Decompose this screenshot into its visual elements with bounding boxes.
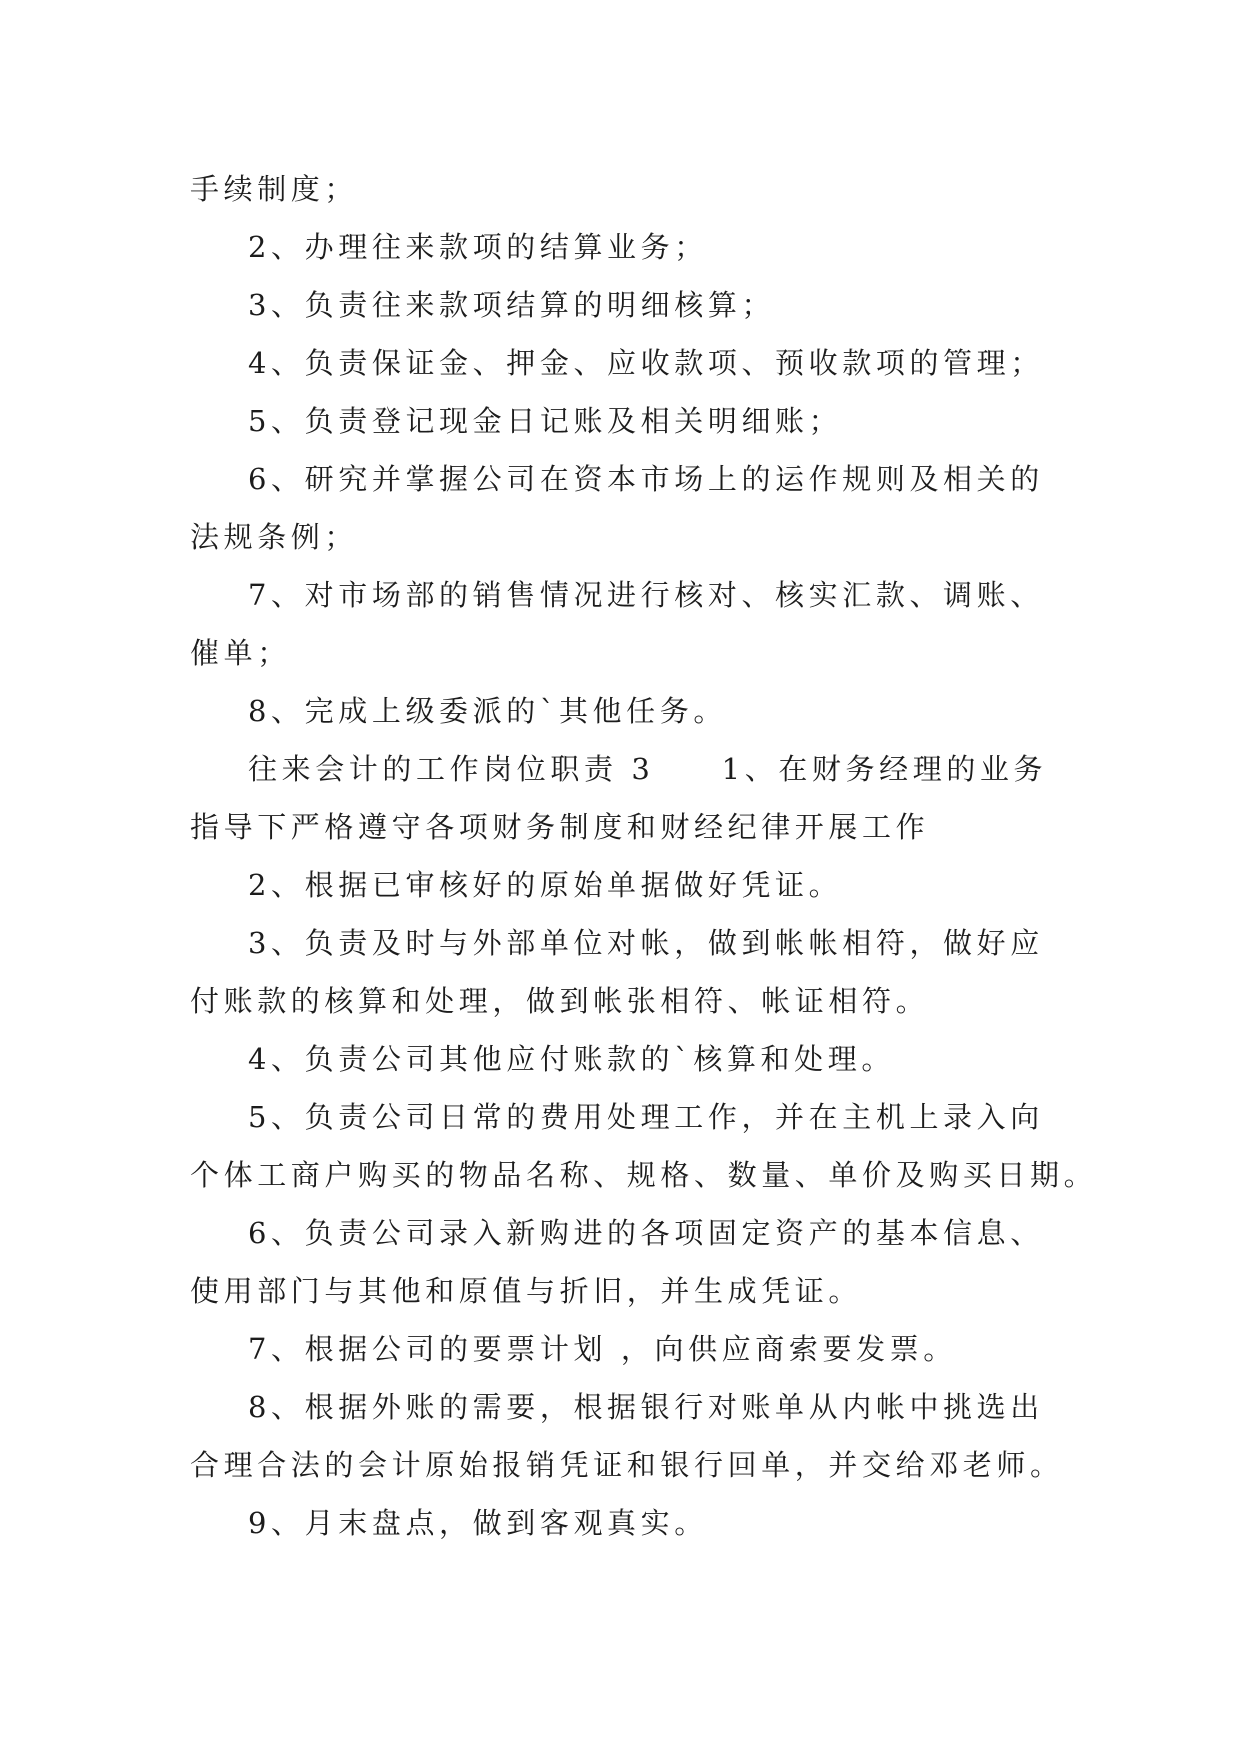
document-body xyxy=(190,160,1098,1552)
paragraph-continuation-line: 付账款的核算和处理，做到帐张相符、帐证相符。 xyxy=(190,984,930,1018)
paragraph-continuation-line: 使用部门与其他和原值与折旧，并生成凭证。 xyxy=(190,1274,863,1308)
paragraph-continuation-line: 法规条例； xyxy=(190,520,359,554)
paragraph-line: 7、根据公司的要票计划 ，向供应商索要发票。 xyxy=(248,1332,957,1366)
paragraph-continuation-line: 指导下严格遵守各项财务制度和财经纪律开展工作 xyxy=(190,810,930,844)
paragraph-line: 4、负责保证金、押金、应收款项、预收款项的管理； xyxy=(248,346,1044,380)
paragraph-line: 3、负责及时与外部单位对帐，做到帐帐相符，做好应 xyxy=(248,926,1044,960)
paragraph-line: 往来会计的工作岗位职责 3 1、在财务经理的业务 xyxy=(248,752,1048,786)
paragraph-line: 6、研究并掌握公司在资本市场上的运作规则及相关的 xyxy=(248,462,1044,496)
paragraph-line: 2、办理往来款项的结算业务； xyxy=(248,230,708,264)
paragraph-line: 9、月末盘点，做到客观真实。 xyxy=(248,1506,708,1540)
paragraph-continuation-line: 个体工商户购买的物品名称、规格、数量、单价及购买日期。 xyxy=(190,1158,1098,1192)
paragraph-line: 4、负责公司其他应付账款的`核算和处理。 xyxy=(248,1042,895,1076)
paragraph-line: 8、根据外账的需要，根据银行对账单从内帐中挑选出 xyxy=(248,1390,1044,1424)
paragraph-continuation-line: 合理合法的会计原始报销凭证和银行回单，并交给邓老师。 xyxy=(190,1448,1064,1482)
paragraph-line: 8、完成上级委派的`其他任务。 xyxy=(248,694,727,728)
paragraph-line: 2、根据已审核好的原始单据做好凭证。 xyxy=(248,868,843,902)
paragraph-line: 6、负责公司录入新购进的各项固定资产的基本信息、 xyxy=(248,1216,1044,1250)
paragraph-line: 5、负责登记现金日记账及相关明细账； xyxy=(248,404,843,438)
paragraph-line: 5、负责公司日常的费用处理工作，并在主机上录入向 xyxy=(248,1100,1044,1134)
paragraph-line: 手续制度； xyxy=(190,172,359,206)
paragraph-line: 3、负责往来款项结算的明细核算； xyxy=(248,288,776,322)
paragraph-line: 7、对市场部的销售情况进行核对、核实汇款、调账、 xyxy=(248,578,1044,612)
paragraph-continuation-line: 催单； xyxy=(190,636,291,670)
